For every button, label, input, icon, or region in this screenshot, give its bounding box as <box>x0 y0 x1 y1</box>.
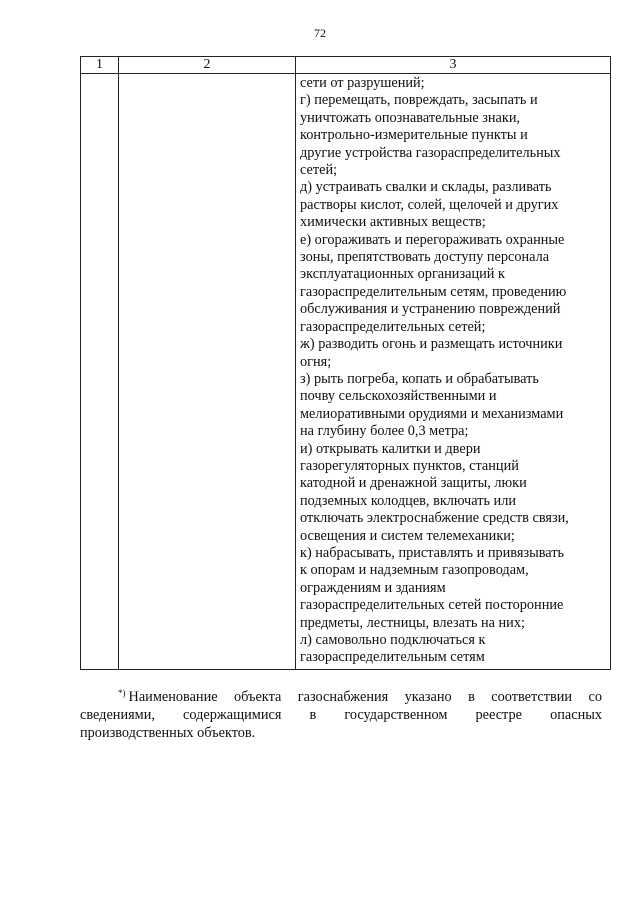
page-number: 72 <box>314 26 326 40</box>
text-line: растворы кислот, солей, щелочей и других <box>300 196 559 213</box>
text-line: другие устройства газораспределительных <box>300 144 561 161</box>
text-line: эксплуатационных организаций к <box>300 266 505 283</box>
column-header-1: 1 <box>81 57 119 74</box>
footnote-text-2: сведениями, содержащимися в государственном реестре опасных <box>80 707 602 723</box>
text-line: на глубину более 0,3 метра; <box>300 423 469 440</box>
table-header-row <box>81 57 611 74</box>
text-line: катодной и дренажной защиты, люки <box>300 475 527 492</box>
text-line: д) устраивать свалки и склады, разливать <box>300 179 552 196</box>
text-line: газораспределительных сетей посторонние <box>300 597 564 614</box>
text-line: л) самовольно подключаться к <box>300 632 486 648</box>
text-line: газораспределительным сетям <box>300 649 485 666</box>
text-line: к опорам и надземным газопроводам, <box>300 562 529 579</box>
text-line: ограждениям и зданиям <box>300 579 446 596</box>
text-line: з) рыть погреба, копать и обрабатывать <box>300 370 539 387</box>
table-cell-col3 <box>296 74 611 670</box>
table-cell-col2 <box>119 74 296 670</box>
table-row <box>81 74 611 670</box>
text-line: к) набрасывать, приставлять и привязывать <box>300 544 565 561</box>
document-table <box>80 56 611 670</box>
text-line: контрольно-измерительные пункты и <box>300 127 528 144</box>
text-line: мелиоративными орудиями и механизмами <box>300 405 564 422</box>
footnote-text-1: Наименование объекта газоснабжения указано в соответствии со <box>128 689 602 705</box>
text-line: газораспределительным сетям, проведению <box>300 283 567 300</box>
text-line: подземных колодцев, включать или <box>300 492 516 509</box>
footnote-text-3: производственных объектов. <box>80 725 256 741</box>
text-line: ж) разводить огонь и размещать источники <box>300 336 563 353</box>
text-line: отключать электроснабжение средств связи, <box>300 510 569 527</box>
text-line: газорегуляторных пунктов, станций <box>300 457 519 474</box>
text-line: обслуживания и устранению повреждений <box>300 301 561 318</box>
restrictions-list <box>296 74 610 669</box>
text-line: почву сельскохозяйственными и <box>300 388 497 405</box>
text-line: сети от разрушений; <box>300 75 425 91</box>
table-cell-col1 <box>81 74 119 670</box>
footnote-line <box>80 684 602 706</box>
footnote-marker: *) <box>118 688 126 698</box>
text-line: сетей; <box>300 162 338 179</box>
text-line: зоны, препятствовать доступу персонала <box>300 249 550 266</box>
text-line: освещения и систем телемеханики; <box>300 527 515 544</box>
text-line: и) открывать калитки и двери <box>300 440 481 457</box>
text-line: уничтожать опознавательные знаки, <box>300 109 521 126</box>
text-line: газораспределительных сетей; <box>300 318 486 335</box>
text-line: химически активных веществ; <box>300 214 486 231</box>
text-line: огня; <box>300 353 332 370</box>
text-line: г) перемещать, повреждать, засыпать и <box>300 92 538 109</box>
text-line: предметы, лестницы, влезать на них; <box>300 614 525 631</box>
column-header-3: 3 <box>296 57 611 74</box>
text-line: е) огораживать и перегораживать охранные <box>300 231 565 248</box>
column-header-2: 2 <box>119 57 296 74</box>
footnote <box>80 684 602 742</box>
